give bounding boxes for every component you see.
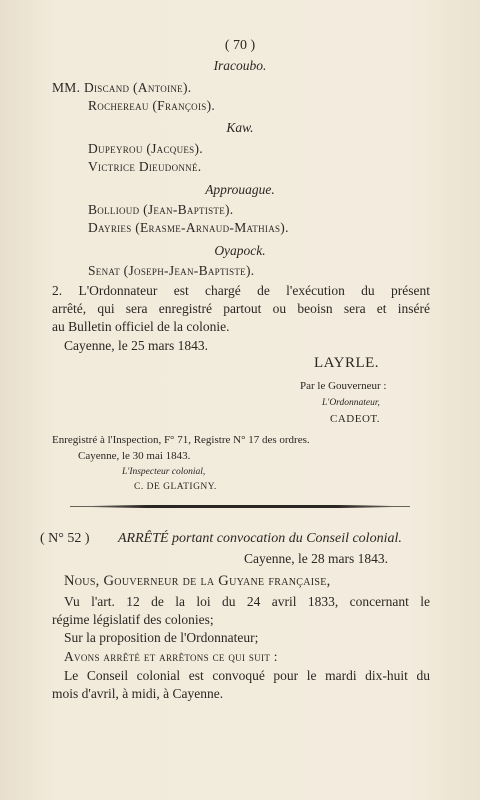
divider-rule-bold xyxy=(92,505,392,508)
registration-line: Enregistré à l'Inspection, F° 71, Registre N° 17 des ordres. xyxy=(52,434,310,446)
decree-vu: Vu l'art. 12 de la loi du 24 avril 1833, concernant le xyxy=(64,594,430,609)
member-line: Dayries (Erasme-Arnaud-Mathias). xyxy=(88,220,289,235)
registration-line: Cayenne, le 30 mai 1843. xyxy=(78,450,191,462)
section-heading-iracoubo: Iracoubo. xyxy=(213,58,267,73)
member-line: Rochereau (François). xyxy=(88,98,216,113)
section-heading-kaw: Kaw. xyxy=(226,120,254,135)
member-line: MM. Discand (Antoine). xyxy=(52,80,192,95)
decree-body: mois d'avril, à midi, à Cayenne. xyxy=(52,686,224,701)
decree-vu: régime législatif des colonies; xyxy=(52,612,214,627)
decree-nous: Nous, Gouverneur de la Guyane française, xyxy=(64,573,331,589)
par-gouverneur: Par le Gouverneur : xyxy=(300,380,387,392)
ordonnateur-title: L'Ordonnateur, xyxy=(322,398,380,408)
member-line: Senat (Joseph-Jean-Baptiste). xyxy=(88,263,255,278)
decree-avons: Avons arrêté et arrêtons ce qui suit : xyxy=(64,649,278,664)
section-heading-oyapock: Oyapock. xyxy=(214,243,266,258)
decree-body: Le Conseil colonial est convoqué pour le mardi dix-huit du xyxy=(64,668,430,683)
decree-date: Cayenne, le 28 mars 1843. xyxy=(244,551,388,566)
governor-signature: LAYRLE. xyxy=(314,355,380,371)
page-number: ( 70 ) xyxy=(224,38,256,53)
decree-sur: Sur la proposition de l'Ordonnateur; xyxy=(64,630,259,645)
decree-number: ( N° 52 ) xyxy=(40,531,90,546)
decree-title: ARRÊTÉ portant convocation du Conseil colonial. xyxy=(118,531,402,546)
date-line: Cayenne, le 25 mars 1843. xyxy=(64,338,208,353)
member-line: Victrice Dieudonné. xyxy=(88,159,202,174)
article-text: arrêté, qui sera enregistré partout ou beoisn sera et inséré xyxy=(52,301,430,316)
inspecteur-title: L'Inspecteur colonial, xyxy=(122,467,206,477)
inspecteur-name: C. DE GLATIGNY. xyxy=(134,482,217,492)
section-heading-approuague: Approuague. xyxy=(205,182,275,197)
article-text: 2. L'Ordonnateur est chargé de l'exécution du présent xyxy=(52,283,430,298)
article-text: au Bulletin officiel de la colonie. xyxy=(52,319,230,334)
member-line: Bollioud (Jean-Baptiste). xyxy=(88,202,234,217)
member-line: Dupeyrou (Jacques). xyxy=(88,141,203,156)
ordonnateur-name: CADEOT. xyxy=(330,413,381,425)
